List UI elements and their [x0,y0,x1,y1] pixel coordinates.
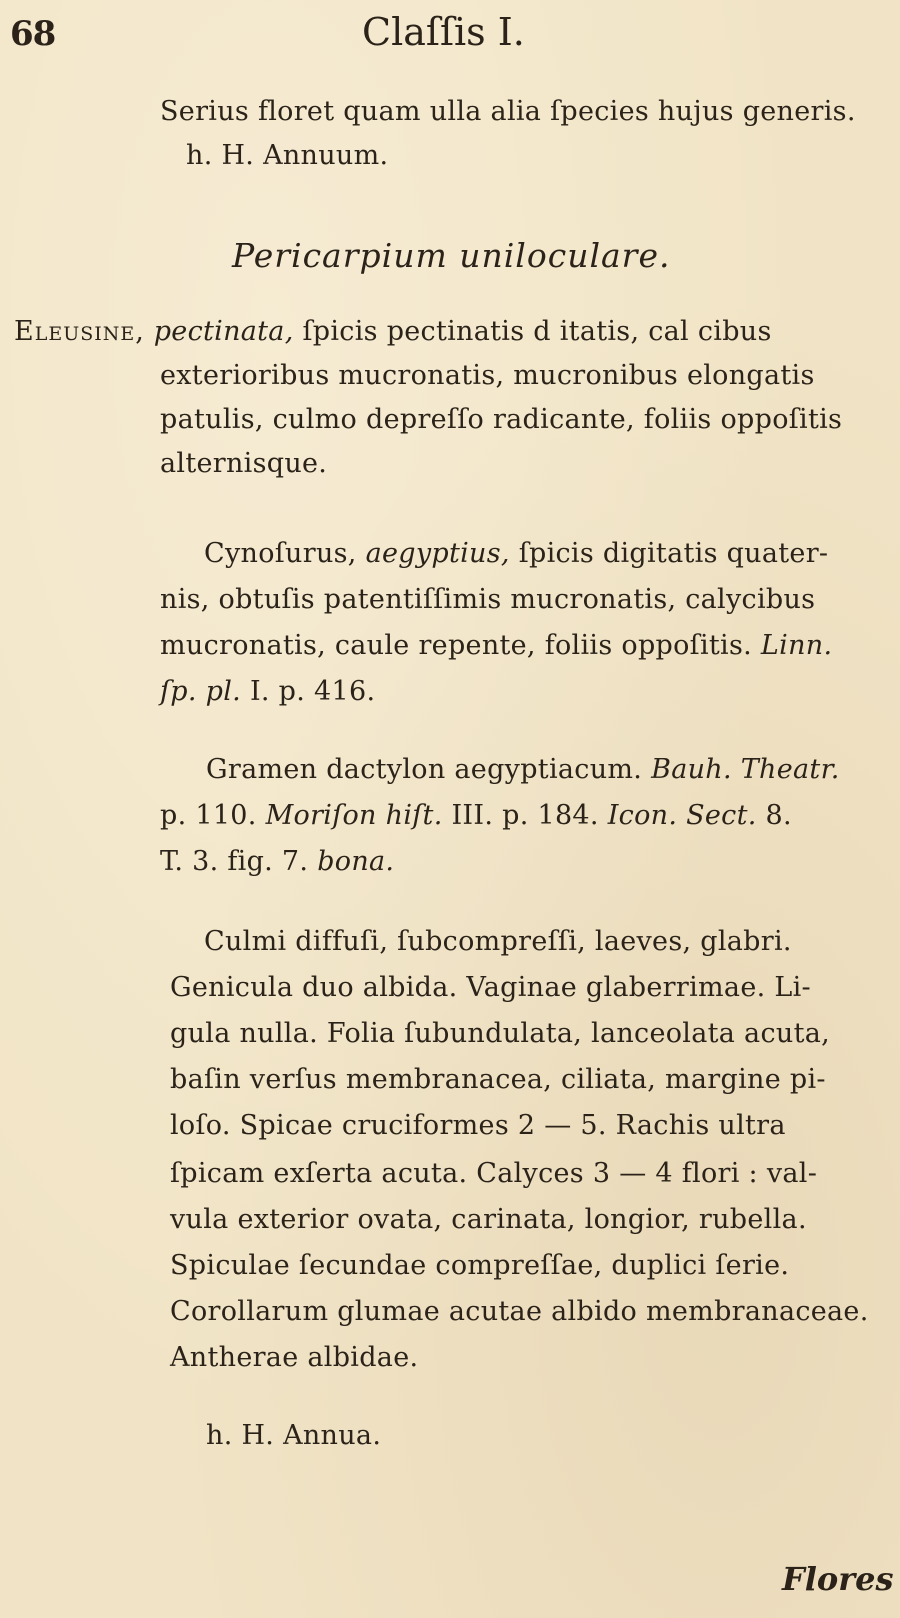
intro-line-1: Serius floret quam ulla alia ſpecies hujus generis. [160,96,856,127]
entry-line-1-text: ſpicis pectinatis d itatis, cal cibus [302,316,772,347]
reference-work-2: Moriſon hiſt. [265,800,443,831]
description-line-2: Genicula duo albida. Vaginae glaberrimae. Li- [170,972,811,1003]
reference-page-1: p. 110. [160,800,257,831]
running-title: Claſſis I. [362,10,525,54]
reference-work-1: Bauh. Theatr. [651,754,840,785]
synonym-species: aegyptius, [365,538,510,569]
entry-line-4: alternisque. [160,448,328,479]
reference-section-number: 8. [765,800,792,831]
section-title: Pericarpium uniloculare. [232,236,671,275]
entry-line-1 [14,316,772,347]
synonym-genus: Cynoſurus, [204,538,357,569]
description-line-1: Culmi diffuſi, ſubcompreſſi, laeves, glabri. [204,926,792,957]
species-name: pectinata, [153,316,294,347]
reference-line-1 [206,754,840,785]
synonym-page: I. p. 416. [249,676,376,707]
synonym-line-1-text: ſpicis digitatis quater- [518,538,829,569]
entry-line-3: patulis, culmo depreſſo radicante, foliis oppoſitis [160,404,843,435]
synonym-line-3 [160,630,832,661]
reference-line-2 [160,800,792,831]
reference-name: Gramen dactylon aegyptiacum. [206,754,643,785]
genus-name: Eleusine, [14,316,145,347]
reference-figure: T. 3. fig. 7. [160,846,309,877]
reference-line-3 [160,846,394,877]
synonym-line-4 [160,676,375,707]
synonym-line-1 [204,538,828,569]
synonym-work: ſp. pl. [160,676,242,707]
intro-line-2: h. H. Annuum. [186,140,389,171]
reference-icon: Icon. Sect. [607,800,757,831]
description-line-5: loſo. Spicae cruciformes 2 — 5. Rachis ultra [170,1110,786,1141]
description-line-8: Spiculae ſecundae compreſſae, duplici ſerie. [170,1250,790,1281]
synonym-author: Linn. [760,630,833,661]
description-line-6: ſpicam exſerta acuta. Calyces 3 — 4 flori : val- [170,1158,818,1189]
description-line-9: Corollarum glumae acutae albido membranaceae. [170,1296,869,1327]
synonym-line-3-text: mucronatis, caule repente, foliis oppoſitis. [160,630,753,661]
synonym-line-2: nis, obtuſis patentiſſimis mucronatis, calycibus [160,584,816,615]
page-number: 68 [10,14,56,54]
closing-line: h. H. Annua. [206,1420,382,1451]
catchword: Flores [782,1560,894,1598]
description-line-7: vula exterior ovata, carinata, longior, rubella. [170,1204,807,1235]
description-line-3: gula nulla. Folia ſubundulata, lanceolata acuta, [170,1018,830,1049]
entry-line-2: exterioribus mucronatis, mucronibus elongatis [160,360,815,391]
reference-quality: bona. [317,846,395,877]
reference-page-2: III. p. 184. [451,800,599,831]
description-line-4: baſin verſus membranacea, ciliata, margine pi- [170,1064,826,1095]
description-line-10: Antherae albidae. [170,1342,419,1373]
